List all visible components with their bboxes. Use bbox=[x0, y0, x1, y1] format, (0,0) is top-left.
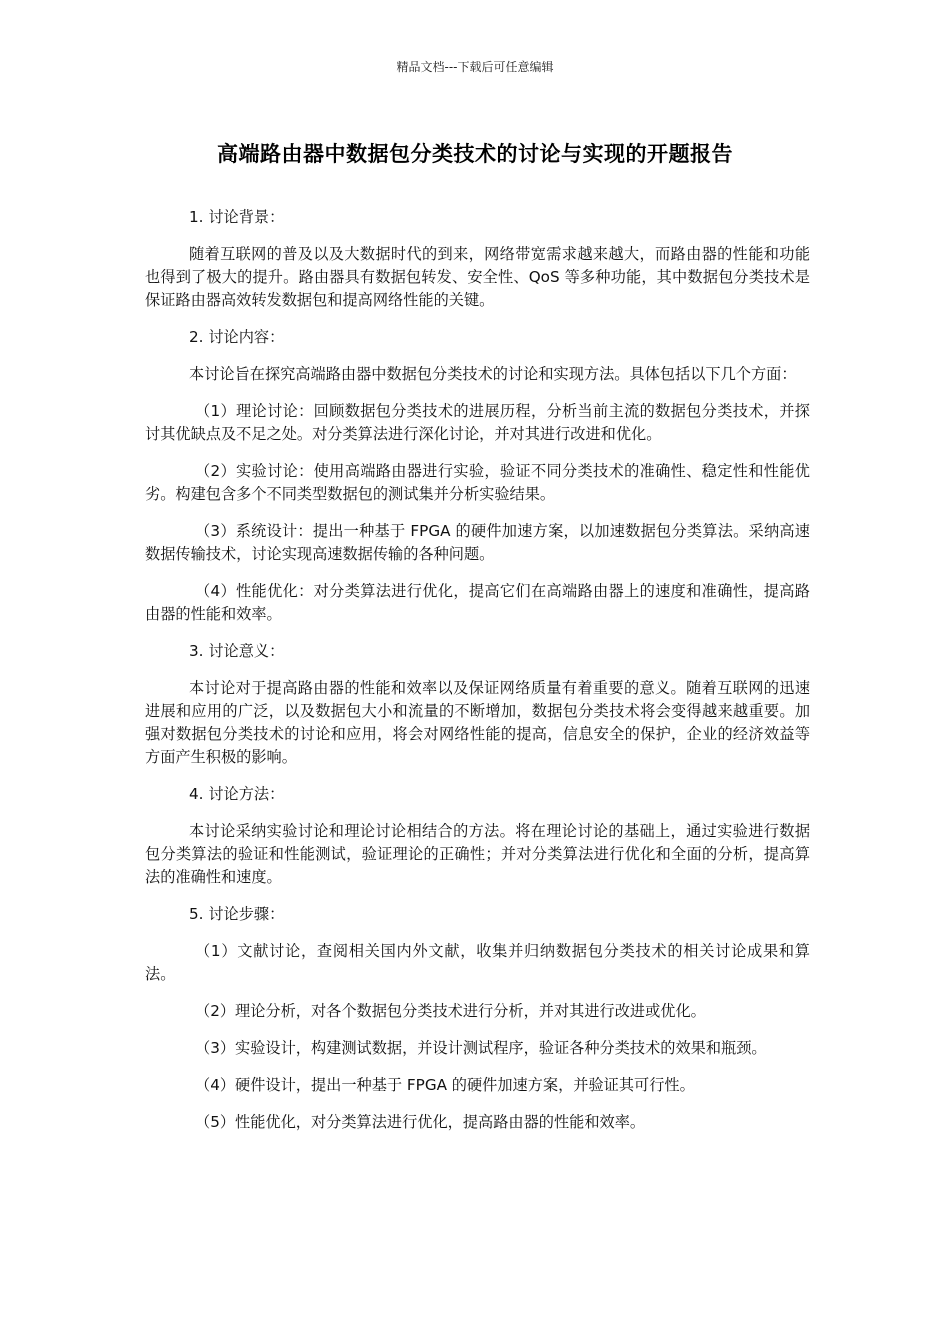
list-item: （1）理论讨论：回顾数据包分类技术的进展历程，分析当前主流的数据包分类技术，并探讨其优缺点及不足之处。对分类算法进行深化讨论，并对其进行改进和优化。 bbox=[145, 402, 810, 443]
paragraph: 本讨论对于提高路由器的性能和效率以及保证网络质量有着重要的意义。随着互联网的迅速进展和应用的广泛，以及数据包大小和流量的不断增加，数据包分类技术将会变得越来越重要。加强对数据包分类技术的讨论和应用，将会对网络性能的提高，信息安全的保护，企业的经济效益等方面产生积极的影响。 bbox=[145, 679, 810, 766]
document-body bbox=[145, 206, 810, 1148]
section-heading: 4. 讨论方法： bbox=[189, 785, 285, 803]
list-item: （3）系统设计：提出一种基于 FPGA 的硬件加速方案，以加速数据包分类算法。采纳高速数据传输技术，讨论实现高速数据传输的各种问题。 bbox=[145, 522, 810, 563]
paragraph: 本讨论采纳实验讨论和理论讨论相结合的方法。将在理论讨论的基础上，通过实验进行数据包分类算法的验证和性能测试，验证理论的正确性；并对分类算法进行优化和全面的分析，提高算法的准确性和速度。 bbox=[145, 822, 810, 886]
list-item: （2）理论分析，对各个数据包分类技术进行分析，并对其进行改进或优化。 bbox=[195, 1002, 706, 1020]
page-header: 精品文档---下载后可任意编辑 bbox=[396, 60, 554, 74]
list-item: （3）实验设计，构建测试数据，并设计测试程序，验证各种分类技术的效果和瓶颈。 bbox=[195, 1039, 767, 1057]
list-item: （4）性能优化：对分类算法进行优化，提高它们在高端路由器上的速度和准确性，提高路由器的性能和效率。 bbox=[145, 582, 810, 623]
list-item: （2）实验讨论：使用高端路由器进行实验，验证不同分类技术的准确性、稳定性和性能优劣。构建包含多个不同类型数据包的测试集并分析实验结果。 bbox=[145, 462, 810, 503]
list-item: （5）性能优化，对分类算法进行优化，提高路由器的性能和效率。 bbox=[195, 1113, 646, 1131]
list-item: （4）硬件设计，提出一种基于 FPGA 的硬件加速方案，并验证其可行性。 bbox=[195, 1076, 695, 1094]
section-heading: 3. 讨论意义： bbox=[189, 642, 285, 660]
paragraph: 本讨论旨在探究高端路由器中数据包分类技术的讨论和实现方法。具体包括以下几个方面： bbox=[189, 365, 797, 383]
section-heading: 2. 讨论内容： bbox=[189, 328, 285, 346]
document-title: 高端路由器中数据包分类技术的讨论与实现的开题报告 bbox=[217, 142, 733, 166]
section-heading: 1. 讨论背景： bbox=[189, 208, 285, 226]
section-heading: 5. 讨论步骤： bbox=[189, 905, 285, 923]
paragraph: 随着互联网的普及以及大数据时代的到来，网络带宽需求越来越大，而路由器的性能和功能也得到了极大的提升。路由器具有数据包转发、安全性、QoS 等多种功能，其中数据包分类技术是保证路由器高效转发数据包和提高网络性能的关键。 bbox=[145, 245, 810, 309]
list-item: （1）文献讨论，查阅相关国内外文献，收集并归纳数据包分类技术的相关讨论成果和算法。 bbox=[145, 942, 810, 983]
